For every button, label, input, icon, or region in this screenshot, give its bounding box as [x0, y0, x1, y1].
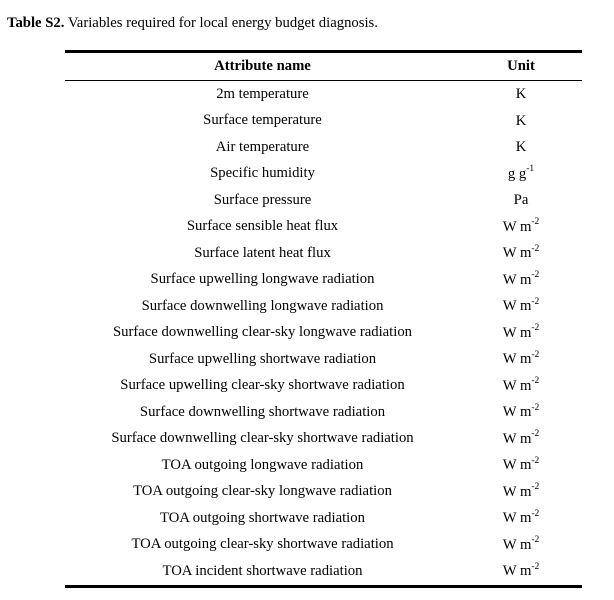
- table-caption-text: Variables required for local energy budget diagnosis.: [64, 15, 378, 31]
- unit-exponent: -2: [531, 270, 540, 281]
- table-caption-label: Table S2.: [7, 15, 65, 31]
- attribute-cell: Surface sensible heat flux: [186, 218, 339, 235]
- header-unit: Unit: [507, 58, 535, 74]
- unit-base: W m: [502, 510, 532, 527]
- table-row: [65, 214, 582, 241]
- unit-base: Pa: [513, 192, 529, 209]
- table-row: [65, 134, 582, 161]
- attribute-cell: Surface upwelling shortwave radiation: [148, 350, 377, 367]
- table-row: [65, 267, 582, 294]
- unit-exponent: -2: [531, 561, 540, 572]
- unit-base: K: [515, 139, 527, 156]
- unit-exponent: -2: [531, 482, 540, 493]
- table-row: [65, 505, 582, 532]
- unit-cell: [460, 138, 582, 156]
- attribute-cell: TOA outgoing longwave radiation: [161, 456, 364, 473]
- unit-exponent: -2: [531, 323, 540, 334]
- header-attribute-name: Attribute name: [214, 58, 311, 74]
- unit-cell: [460, 244, 582, 262]
- table-row: [65, 558, 582, 585]
- unit-cell: [460, 456, 582, 474]
- unit-base: W m: [502, 324, 532, 341]
- unit-cell: [460, 112, 582, 130]
- table-body: [65, 81, 582, 585]
- table-row: [65, 187, 582, 214]
- unit-base: K: [515, 86, 527, 103]
- unit-base: W m: [502, 536, 532, 553]
- unit-base: W m: [502, 298, 532, 315]
- attribute-cell: TOA outgoing shortwave radiation: [160, 509, 365, 526]
- attribute-cell: Surface downwelling longwave radiation: [141, 297, 384, 314]
- attribute-cell: TOA outgoing clear-sky shortwave radiation: [131, 536, 394, 553]
- table-row: [65, 373, 582, 400]
- attribute-cell: TOA outgoing clear-sky longwave radiation: [133, 483, 392, 500]
- unit-base: W m: [502, 271, 532, 288]
- unit-exponent: -2: [531, 217, 540, 228]
- unit-base: W m: [502, 377, 532, 394]
- unit-cell: [460, 271, 582, 289]
- unit-cell: [460, 430, 582, 448]
- unit-base: W m: [502, 404, 532, 421]
- attribute-cell: Surface upwelling clear-sky shortwave radiation: [120, 377, 405, 394]
- table-row: [65, 293, 582, 320]
- unit-base: W m: [502, 218, 532, 235]
- attribute-cell: Surface latent heat flux: [194, 244, 331, 261]
- unit-cell: [460, 403, 582, 421]
- unit-exponent: -2: [531, 243, 540, 254]
- unit-cell: [460, 377, 582, 395]
- unit-cell: [460, 509, 582, 527]
- table-row: [65, 479, 582, 506]
- unit-exponent: -2: [531, 429, 540, 440]
- unit-base: W m: [502, 457, 532, 474]
- table-row: [65, 240, 582, 267]
- table-header-row: [65, 53, 582, 81]
- unit-cell: [460, 324, 582, 342]
- unit-exponent: -2: [531, 402, 540, 413]
- unit-cell: [460, 85, 582, 103]
- unit-base: W m: [502, 430, 532, 447]
- attribute-cell: Surface temperature: [203, 112, 322, 129]
- table-row: [65, 320, 582, 347]
- attribute-cell: TOA incident shortwave radiation: [162, 562, 363, 579]
- unit-cell: [460, 191, 582, 209]
- attribute-cell: Air temperature: [215, 138, 310, 155]
- table-caption: [7, 15, 378, 32]
- table-row: [65, 108, 582, 135]
- attribute-cell: Surface pressure: [213, 191, 312, 208]
- table-row: [65, 81, 582, 108]
- attribute-cell: Surface downwelling clear-sky longwave radiation: [112, 324, 413, 341]
- attribute-cell: Specific humidity: [210, 165, 315, 182]
- unit-base: W m: [502, 245, 532, 262]
- table-row: [65, 532, 582, 559]
- attribute-cell: Surface upwelling longwave radiation: [150, 271, 375, 288]
- attribute-cell: Surface downwelling shortwave radiation: [139, 403, 386, 420]
- unit-base: g g: [507, 165, 527, 182]
- unit-exponent: -2: [531, 535, 540, 546]
- unit-cell: [460, 350, 582, 368]
- unit-cell: [460, 165, 582, 183]
- unit-cell: [460, 536, 582, 554]
- attribute-cell: Surface downwelling clear-sky shortwave radiation: [111, 430, 414, 447]
- unit-exponent: -2: [531, 296, 540, 307]
- unit-base: W m: [502, 563, 532, 580]
- unit-exponent: -2: [531, 455, 540, 466]
- unit-base: W m: [502, 483, 532, 500]
- unit-cell: [460, 218, 582, 236]
- unit-base: W m: [502, 351, 532, 368]
- attribute-cell: 2m temperature: [216, 85, 309, 102]
- table-row: [65, 161, 582, 188]
- unit-cell: [460, 483, 582, 501]
- unit-exponent: -2: [531, 349, 540, 360]
- variables-table: [65, 50, 582, 588]
- unit-cell: [460, 297, 582, 315]
- unit-cell: [460, 562, 582, 580]
- table-row: [65, 452, 582, 479]
- unit-exponent: -2: [531, 376, 540, 387]
- table-row: [65, 426, 582, 453]
- unit-exponent: -1: [526, 164, 535, 175]
- unit-exponent: -2: [531, 508, 540, 519]
- table-row: [65, 346, 582, 373]
- unit-base: K: [515, 112, 527, 129]
- table-row: [65, 399, 582, 426]
